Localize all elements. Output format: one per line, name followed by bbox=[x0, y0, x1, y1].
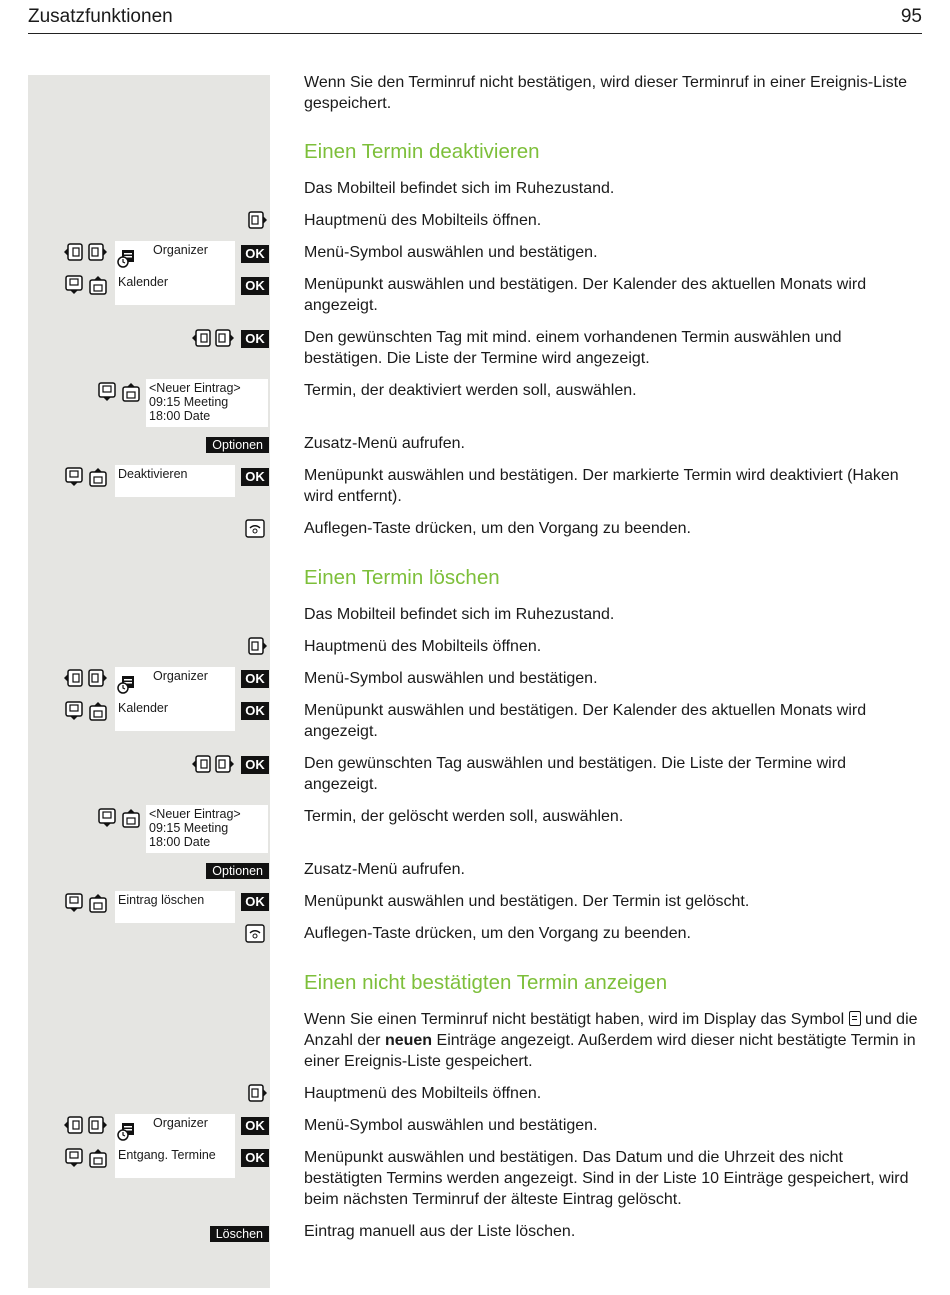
step-text: Eintrag manuell aus der Liste löschen. bbox=[304, 1223, 576, 1240]
nav-up-icon[interactable] bbox=[89, 893, 107, 911]
step-text: Menüpunkt auswählen und bestätigen. Das Datum und die Uhrzeit des nicht bestätigten Termins werden angezeigt. Sind in der Liste 10 Einträge gespeichert, wird beim nächsten Terminruf der älteste Eintrag gelöscht. bbox=[304, 1149, 909, 1208]
display-label: Kalender bbox=[118, 275, 169, 289]
text-fragment: Einträge angezeigt. Außerdem wird dieser nicht bestätigte Termin in einer Ereignis-Liste gespeichert. bbox=[304, 1032, 916, 1070]
display-appointment-list bbox=[146, 805, 268, 853]
organizer-icon bbox=[117, 1122, 135, 1138]
list-item: 18:00 Date bbox=[149, 409, 211, 423]
step-text: Hauptmenü des Mobilteils öffnen. bbox=[304, 1085, 542, 1102]
menu-key-icon[interactable] bbox=[248, 211, 266, 229]
step-text: Menü-Symbol auswählen und bestätigen. bbox=[304, 244, 598, 261]
menu-key-icon[interactable] bbox=[248, 1084, 266, 1102]
step-text: Zusatz-Menü aufrufen. bbox=[304, 435, 465, 452]
list-item: 09:15 Meeting bbox=[149, 395, 229, 409]
nav-left-icon[interactable] bbox=[63, 1116, 81, 1134]
step-text: Hauptmenü des Mobilteils öffnen. bbox=[304, 638, 542, 655]
ok-button[interactable]: OK bbox=[241, 756, 269, 774]
calendar-symbol-icon bbox=[849, 1011, 861, 1026]
display-organizer bbox=[115, 667, 235, 699]
list-item: 18:00 Date bbox=[149, 835, 211, 849]
ok-button[interactable]: OK bbox=[241, 468, 269, 486]
softkey-optionen[interactable]: Optionen bbox=[206, 863, 269, 879]
display-kalender bbox=[115, 699, 235, 731]
step-text: Menüpunkt auswählen und bestätigen. Der Kalender des aktuellen Monats wird angezeigt. bbox=[304, 702, 867, 740]
display-kalender bbox=[115, 273, 235, 305]
end-call-icon[interactable] bbox=[245, 519, 263, 537]
end-call-icon[interactable] bbox=[245, 924, 263, 942]
page-number: 95 bbox=[900, 6, 922, 27]
display-organizer bbox=[115, 1114, 235, 1146]
ok-button[interactable]: OK bbox=[241, 1149, 269, 1167]
text-fragment: Wenn Sie einen Terminruf nicht bestätigt haben, wird im Display das Symbol bbox=[304, 1011, 845, 1028]
ok-button[interactable]: OK bbox=[241, 702, 269, 720]
nav-up-icon[interactable] bbox=[122, 808, 140, 826]
nav-up-icon[interactable] bbox=[89, 467, 107, 485]
display-label: Organizer bbox=[153, 1116, 208, 1130]
text-fragment: und die Anzahl der bbox=[304, 1011, 918, 1049]
display-label: Entgang. Termine bbox=[118, 1148, 216, 1162]
ok-button[interactable]: OK bbox=[241, 893, 269, 911]
nav-right-icon[interactable] bbox=[215, 329, 233, 347]
step-text: Menü-Symbol auswählen und bestätigen. bbox=[304, 670, 598, 687]
display-entgang-termine bbox=[115, 1146, 235, 1178]
nav-up-icon[interactable] bbox=[89, 701, 107, 719]
list-item: <Neuer Eintrag> bbox=[149, 807, 241, 821]
menu-key-icon[interactable] bbox=[248, 637, 266, 655]
nav-right-icon[interactable] bbox=[215, 755, 233, 773]
nav-right-icon[interactable] bbox=[88, 669, 106, 687]
ok-button[interactable]: OK bbox=[241, 277, 269, 295]
running-header-title: Zusatzfunktionen bbox=[28, 6, 173, 27]
step-text: Menü-Symbol auswählen und bestätigen. bbox=[304, 1117, 598, 1134]
nav-right-icon[interactable] bbox=[88, 243, 106, 261]
ok-button[interactable]: OK bbox=[241, 330, 269, 348]
display-label: Organizer bbox=[153, 243, 208, 257]
display-label: Deaktivieren bbox=[118, 467, 188, 481]
display-label: Organizer bbox=[153, 669, 208, 683]
organizer-icon bbox=[117, 249, 135, 265]
list-item: 09:15 Meeting bbox=[149, 821, 229, 835]
nav-down-icon[interactable] bbox=[98, 808, 116, 826]
text-bold: neuen bbox=[384, 1032, 433, 1049]
section-heading-delete: Einen Termin löschen bbox=[304, 566, 500, 589]
ok-button[interactable]: OK bbox=[241, 245, 269, 263]
display-appointment-list bbox=[146, 379, 268, 427]
step-text: Termin, der deaktiviert werden soll, auswählen. bbox=[304, 382, 637, 399]
nav-left-icon[interactable] bbox=[63, 243, 81, 261]
section-heading-deactivate: Einen Termin deaktivieren bbox=[304, 140, 540, 163]
display-label: Eintrag löschen bbox=[118, 893, 205, 907]
step-text: Menüpunkt auswählen und bestätigen. Der markierte Termin wird deaktiviert (Haken wird entfernt). bbox=[304, 467, 899, 505]
ok-button[interactable]: OK bbox=[241, 670, 269, 688]
nav-down-icon[interactable] bbox=[65, 275, 83, 293]
display-organizer bbox=[115, 241, 235, 273]
display-action bbox=[115, 465, 235, 497]
step-text-missed-intro bbox=[304, 1009, 924, 1072]
ok-button[interactable]: OK bbox=[241, 1117, 269, 1135]
nav-down-icon[interactable] bbox=[65, 701, 83, 719]
nav-up-icon[interactable] bbox=[122, 382, 140, 400]
softkey-optionen[interactable]: Optionen bbox=[206, 437, 269, 453]
nav-down-icon[interactable] bbox=[65, 1148, 83, 1166]
step-text: Den gewünschten Tag auswählen und bestätigen. Die Liste der Termine wird angezeigt. bbox=[304, 755, 846, 793]
nav-right-icon[interactable] bbox=[88, 1116, 106, 1134]
nav-up-icon[interactable] bbox=[89, 1148, 107, 1166]
step-text: Das Mobilteil befindet sich im Ruhezustand. bbox=[304, 180, 615, 197]
nav-left-icon[interactable] bbox=[191, 329, 209, 347]
step-text: Das Mobilteil befindet sich im Ruhezustand. bbox=[304, 606, 615, 623]
nav-left-icon[interactable] bbox=[63, 669, 81, 687]
step-text: Hauptmenü des Mobilteils öffnen. bbox=[304, 212, 542, 229]
organizer-icon bbox=[117, 675, 135, 691]
nav-down-icon[interactable] bbox=[98, 382, 116, 400]
header-rule bbox=[28, 33, 922, 34]
nav-up-icon[interactable] bbox=[89, 275, 107, 293]
nav-down-icon[interactable] bbox=[65, 893, 83, 911]
step-text: Auflegen-Taste drücken, um den Vorgang zu beenden. bbox=[304, 925, 691, 942]
intro-paragraph: Wenn Sie den Terminruf nicht bestätigen, wird dieser Terminruf in einer Ereignis-Liste gespeichert. bbox=[304, 74, 907, 112]
list-item: <Neuer Eintrag> bbox=[149, 381, 241, 395]
step-text: Menüpunkt auswählen und bestätigen. Der Kalender des aktuellen Monats wird angezeigt. bbox=[304, 276, 867, 314]
nav-left-icon[interactable] bbox=[191, 755, 209, 773]
step-text: Zusatz-Menü aufrufen. bbox=[304, 861, 465, 878]
step-text: Menüpunkt auswählen und bestätigen. Der Termin ist gelöscht. bbox=[304, 893, 750, 910]
display-action bbox=[115, 891, 235, 923]
softkey-loeschen[interactable]: Löschen bbox=[210, 1226, 269, 1242]
nav-down-icon[interactable] bbox=[65, 467, 83, 485]
step-text: Auflegen-Taste drücken, um den Vorgang zu beenden. bbox=[304, 520, 691, 537]
step-text: Termin, der gelöscht werden soll, auswählen. bbox=[304, 808, 624, 825]
display-label: Kalender bbox=[118, 701, 169, 715]
step-text: Den gewünschten Tag mit mind. einem vorhandenen Termin auswählen und bestätigen. Die Liste der Termine wird angezeigt. bbox=[304, 329, 842, 367]
section-heading-missed: Einen nicht bestätigten Termin anzeigen bbox=[304, 971, 668, 994]
